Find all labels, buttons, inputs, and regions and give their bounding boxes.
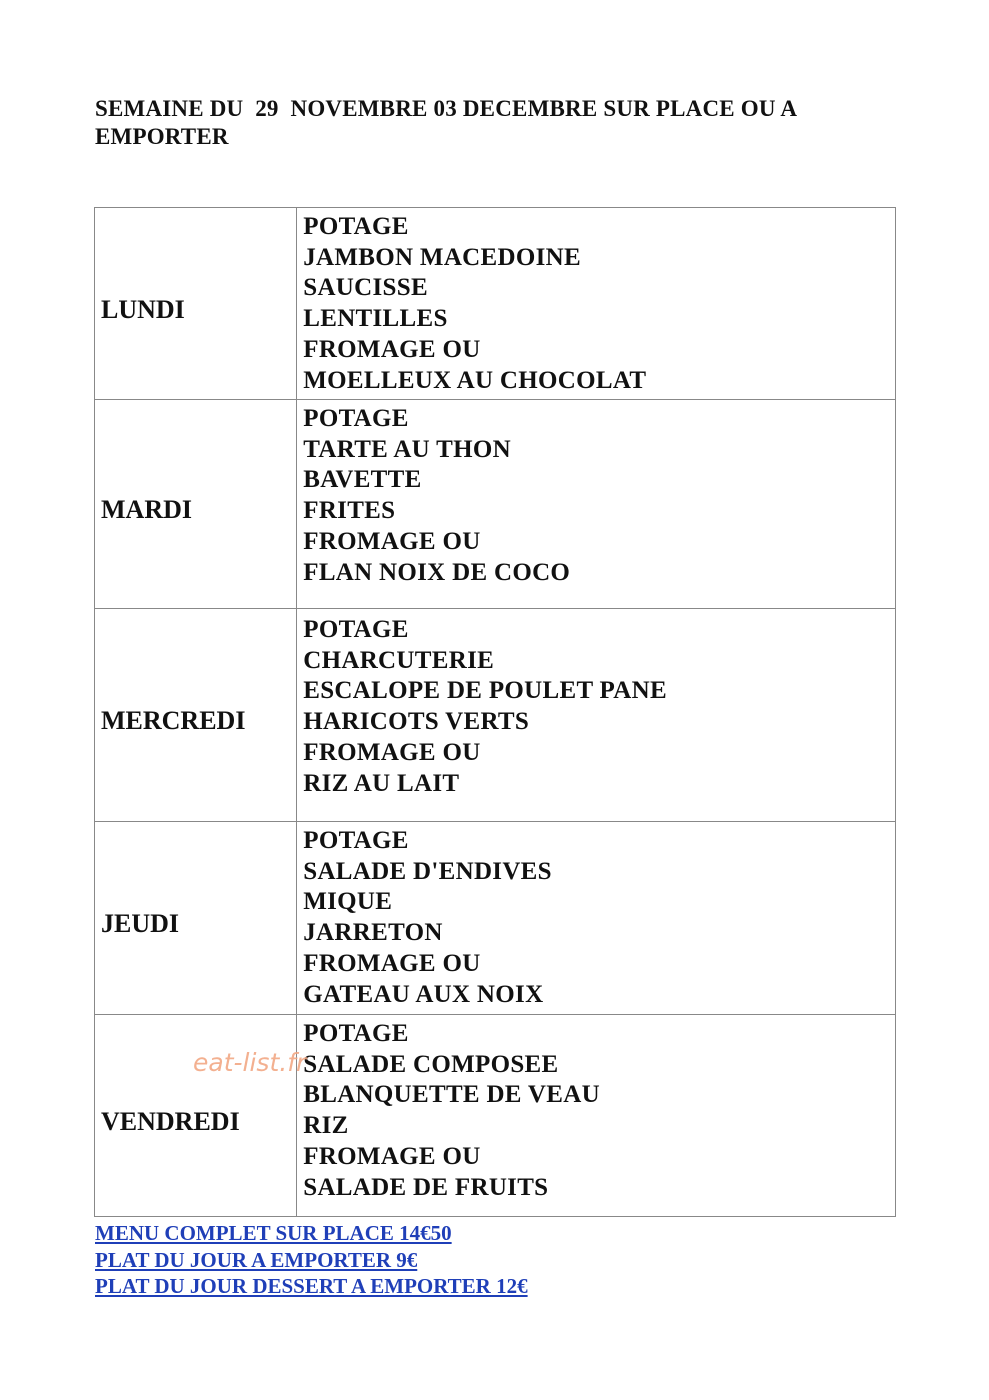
dish-item: FROMAGE OU <box>303 527 481 555</box>
dish-item: FROMAGE OU <box>303 335 481 363</box>
day-label: MERCREDI <box>95 609 297 822</box>
table-row <box>95 822 896 1015</box>
dish-item: BAVETTE <box>303 466 422 494</box>
table-row <box>95 400 896 609</box>
table-row <box>95 208 896 400</box>
dish-item: FRITES <box>303 497 396 525</box>
day-label: JEUDI <box>95 822 297 1015</box>
dish-item: SALADE DE FRUITS <box>303 1173 549 1201</box>
price-link-plat-dessert[interactable]: PLAT DU JOUR DESSERT A EMPORTER 12€ <box>95 1274 528 1299</box>
dish-item: ESCALOPE DE POULET PANE <box>303 677 667 705</box>
dish-item: POTAGE <box>303 827 409 854</box>
dish-item: JARRETON <box>303 919 443 947</box>
dish-item: SALADE D'ENDIVES <box>303 857 552 885</box>
table-row <box>95 609 896 822</box>
day-label: MARDI <box>95 400 297 609</box>
price-list <box>95 1220 528 1300</box>
dish-item: TARTE AU THON <box>303 435 511 463</box>
watermark: eat-list.fr <box>193 1048 307 1077</box>
day-label: VENDREDI <box>95 1015 297 1217</box>
dish-list <box>297 208 896 400</box>
dish-item: GATEAU AUX NOIX <box>303 980 544 1008</box>
dish-item: POTAGE <box>303 213 409 240</box>
dish-item: POTAGE <box>303 1020 409 1047</box>
day-label: LUNDI <box>95 208 297 400</box>
dish-item: MOELLEUX AU CHOCOLAT <box>303 366 647 394</box>
dish-item: POTAGE <box>303 405 409 432</box>
dish-item: JAMBON MACEDOINE <box>303 243 581 271</box>
dish-item: BLANQUETTE DE VEAU <box>303 1081 600 1109</box>
dish-item: FLAN NOIX DE COCO <box>303 558 571 586</box>
dish-list <box>297 609 896 822</box>
price-link-menu-complet[interactable]: MENU COMPLET SUR PLACE 14€50 <box>95 1221 452 1245</box>
dish-item: SALADE COMPOSEE <box>303 1050 559 1078</box>
dish-item: POTAGE <box>303 616 409 643</box>
dish-list <box>297 1015 896 1217</box>
weekly-menu-table <box>94 207 896 1217</box>
dish-list <box>297 822 896 1015</box>
dish-item: RIZ <box>303 1112 349 1140</box>
dish-item: MIQUE <box>303 888 393 916</box>
dish-item: LENTILLES <box>303 305 448 333</box>
dish-item: SAUCISSE <box>303 274 428 302</box>
dish-item: CHARCUTERIE <box>303 646 495 674</box>
dish-list <box>297 400 896 609</box>
dish-item: RIZ AU LAIT <box>303 769 460 797</box>
dish-item: FROMAGE OU <box>303 1142 481 1170</box>
page-title: SEMAINE DU 29 NOVEMBRE 03 DECEMBRE SUR PLACE OU A EMPORTER <box>95 96 802 149</box>
dish-item: FROMAGE OU <box>303 949 481 977</box>
dish-item: FROMAGE OU <box>303 738 481 766</box>
price-link-plat-du-jour[interactable]: PLAT DU JOUR A EMPORTER 9€ <box>95 1247 418 1272</box>
dish-item: HARICOTS VERTS <box>303 708 530 736</box>
table-row <box>95 1015 896 1217</box>
